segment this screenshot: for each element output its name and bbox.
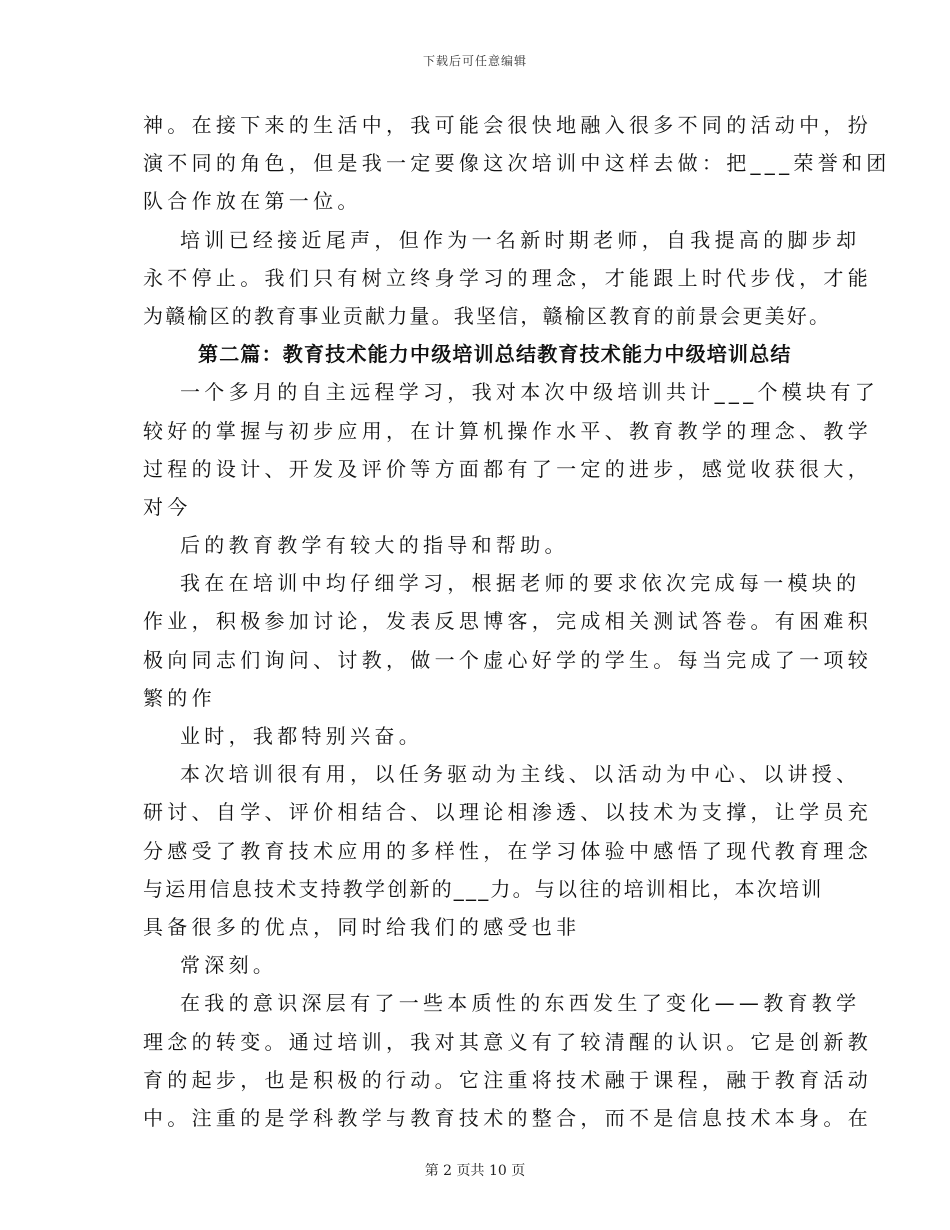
text-line: 繁的作 [143,685,216,710]
text-line: 永不停止。我们只有树立终身学习的理念，才能跟上时代步伐，才能 [143,265,872,290]
text-line: 分感受了教育技术应用的多样性，在学习体验中感悟了现代教育理念 [143,838,872,863]
text-line: 研讨、自学、评价相结合、以理论相渗透、以技术为支撑，让学员充 [143,800,872,825]
section-heading: 第二篇：教育技术能力中级培训总结教育技术能力中级培训总结 [198,342,792,367]
text-line: 对今 [143,494,192,519]
text-line: 队合作放在第一位。 [143,189,362,214]
text-line: 业时，我都特别兴奋。 [180,724,423,748]
text-line: 演不同的角色，但是我一定要像这次培训中这样去做：把___荣誉和团 [143,151,891,176]
text-line: 常深刻。 [180,953,278,978]
page-footer: 第 2 页共 10 页 [424,1163,526,1179]
text-line: 作业，积极参加讨论，发表反思博客，完成相关测试答卷。有困难积 [143,609,872,634]
text-line: 我在在培训中均仔细学习，根据老师的要求依次完成每一模块的 [180,571,861,596]
text-line: 在我的意识深层有了一些本质性的东西发生了变化——教育教学 [180,991,861,1016]
document-body [143,106,891,1137]
text-line: 过程的设计、开发及评价等方面都有了一定的进步，感觉收获很大， [143,456,872,481]
text-line: 较好的掌握与初步应用，在计算机操作水平、教育教学的理念、教学 [143,418,872,443]
text-line: 一个多月的自主远程学习，我对本次中级培训共计___个模块有了 [180,380,879,405]
text-line: 具备很多的优点，同时给我们的感受也非 [143,914,581,939]
text-line: 培训已经接近尾声，但作为一名新时期老师，自我提高的脚步却 [180,227,861,252]
text-line: 后的教育教学有较大的指导和帮助。 [180,533,569,558]
text-line: 极向同志们询问、讨教，做一个虚心好学的学生。每当完成了一项较 [143,647,872,672]
text-line: 本次培训很有用，以任务驱动为主线、以活动为中心、以讲授、 [180,762,861,787]
page-header: 下载后可任意编辑 [422,54,527,68]
text-line: 神。在接下来的生活中，我可能会很快地融入很多不同的活动中，扮 [143,113,872,137]
text-line: 育的起步，也是积极的行动。它注重将技术融于课程，融于教育活动 [143,1067,872,1092]
text-line: 中。注重的是学科教学与教育技术的整合，而不是信息技术本身。在 [143,1105,872,1130]
text-line: 为赣榆区的教育事业贡献力量。我坚信，赣榆区教育的前景会更美好。 [143,303,832,328]
text-line: 与运用信息技术支持教学创新的___力。与以往的培训相比，本次培训 [143,876,824,901]
text-line: 理念的转变。通过培训，我对其意义有了较清醒的认识。它是创新教 [143,1029,872,1054]
